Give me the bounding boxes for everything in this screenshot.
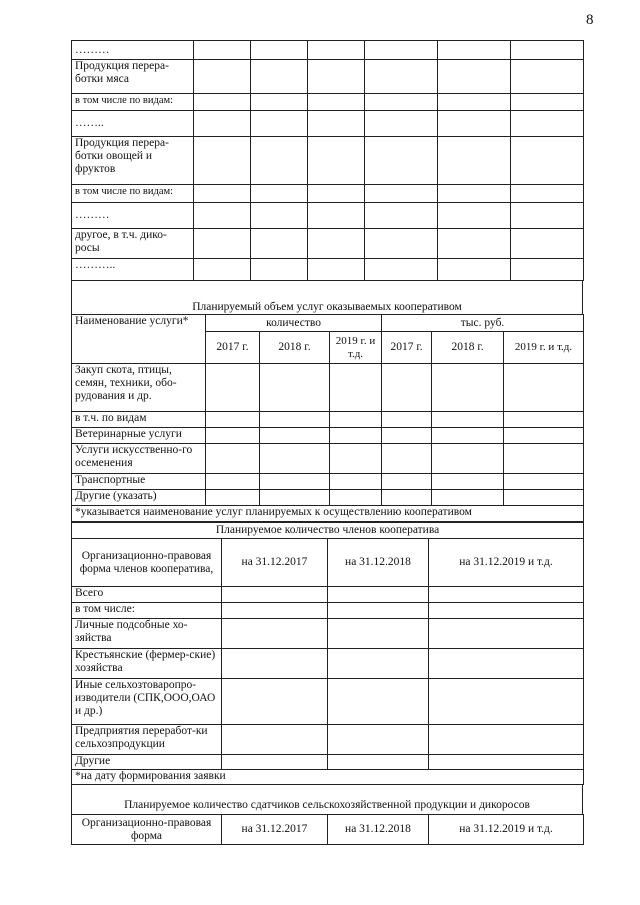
row-label: Продукция перера-ботки овощей и фруктов (72, 137, 194, 185)
table-row (72, 60, 584, 94)
table-row (72, 490, 584, 506)
row-label: ……… (72, 203, 194, 229)
row-label: Иные сельхозтоваропро-изводители (СПК,ООО,ОАО и др.) (72, 679, 222, 725)
table-row (72, 111, 584, 137)
col-header-2017: 2017 г. (382, 332, 432, 364)
table-row (72, 428, 584, 444)
row-label: Транспортные (72, 474, 206, 490)
col-header-2018: 2018 г. (432, 332, 504, 364)
row-label: в том числе по видам: (72, 94, 194, 111)
services-note: *указывается наименование услуг планируемых к осуществлению кооперативом (72, 506, 584, 522)
row-label: в том числе по видам: (72, 185, 194, 203)
table-row (72, 41, 584, 60)
table-row (72, 203, 584, 229)
table-row (72, 94, 584, 111)
services-table (71, 280, 583, 522)
col-header-2018: 2018 г. (260, 332, 330, 364)
row-label: ……… (72, 41, 194, 60)
col-header-2019: 2019 г. и т.д. (504, 332, 584, 364)
table-row (72, 755, 584, 770)
table-row (72, 619, 584, 649)
table-row (72, 444, 584, 474)
row-label: Предприятия переработ-ки сельхозпродукции (72, 725, 222, 755)
col-header-form: Организационно-правовая форма членов кооператива, (72, 539, 222, 587)
row-label: в том числе: (72, 603, 222, 619)
col-header-date-2018: на 31.12.2018 (328, 539, 429, 587)
suppliers-title: Планируемое количество сдатчиков сельскохозяйственной продукции и дикоросов (71, 784, 583, 814)
table-row (72, 137, 584, 185)
page-number: 8 (586, 12, 594, 28)
col-header-qty: количество (206, 315, 382, 332)
members-note: *на дату формирования заявки (72, 770, 584, 785)
col-header-name: Наименование услуги* (72, 315, 206, 364)
suppliers-table (71, 784, 583, 845)
table-row (72, 474, 584, 490)
col-header-date-2017: на 31.12.2017 (222, 539, 328, 587)
col-header-2017: 2017 г. (206, 332, 260, 364)
table-row (72, 259, 584, 281)
row-label: Личные подсобные хо-зяйства (72, 619, 222, 649)
row-label: Продукция перера-ботки мяса (72, 60, 194, 94)
table-row (72, 679, 584, 725)
members-title: Планируемое количество членов кооператива (72, 523, 584, 539)
members-table (71, 522, 583, 785)
row-label: …….. (72, 111, 194, 137)
row-label: Крестьянские (фермер-ские) хозяйства (72, 649, 222, 679)
table-row (72, 587, 584, 603)
products-table (71, 40, 583, 281)
row-label: в т.ч. по видам (72, 412, 206, 428)
table-row (72, 603, 584, 619)
row-label: ……….. (72, 259, 194, 281)
row-label: Другие (указать) (72, 490, 206, 506)
col-header-2019: 2019 г. и т.д. (330, 332, 382, 364)
row-label: другое, в т.ч. дико-росы (72, 229, 194, 259)
row-label: Закуп скота, птицы, семян, техники, обо-рудования и др. (72, 364, 206, 412)
col-header-date-2019: на 31.12.2019 и т.д. (429, 539, 584, 587)
col-header-rub: тыс. руб. (382, 315, 584, 332)
col-header-date-2019: на 31.12.2019 и т.д. (429, 815, 584, 845)
table-row (72, 185, 584, 203)
services-title: Планируемый объем услуг оказываемых кооперативом (71, 280, 583, 314)
table-row (72, 649, 584, 679)
col-header-form: Организационно-правовая форма (72, 815, 222, 845)
row-label: Услуги искусственно-го осеменения (72, 444, 206, 474)
col-header-date-2017: на 31.12.2017 (222, 815, 328, 845)
col-header-date-2018: на 31.12.2018 (328, 815, 429, 845)
row-label: Ветеринарные услуги (72, 428, 206, 444)
table-row (72, 412, 584, 428)
row-label: Всего (72, 587, 222, 603)
table-row (72, 725, 584, 755)
row-label: Другие (72, 755, 222, 770)
table-row (72, 229, 584, 259)
table-row (72, 364, 584, 412)
